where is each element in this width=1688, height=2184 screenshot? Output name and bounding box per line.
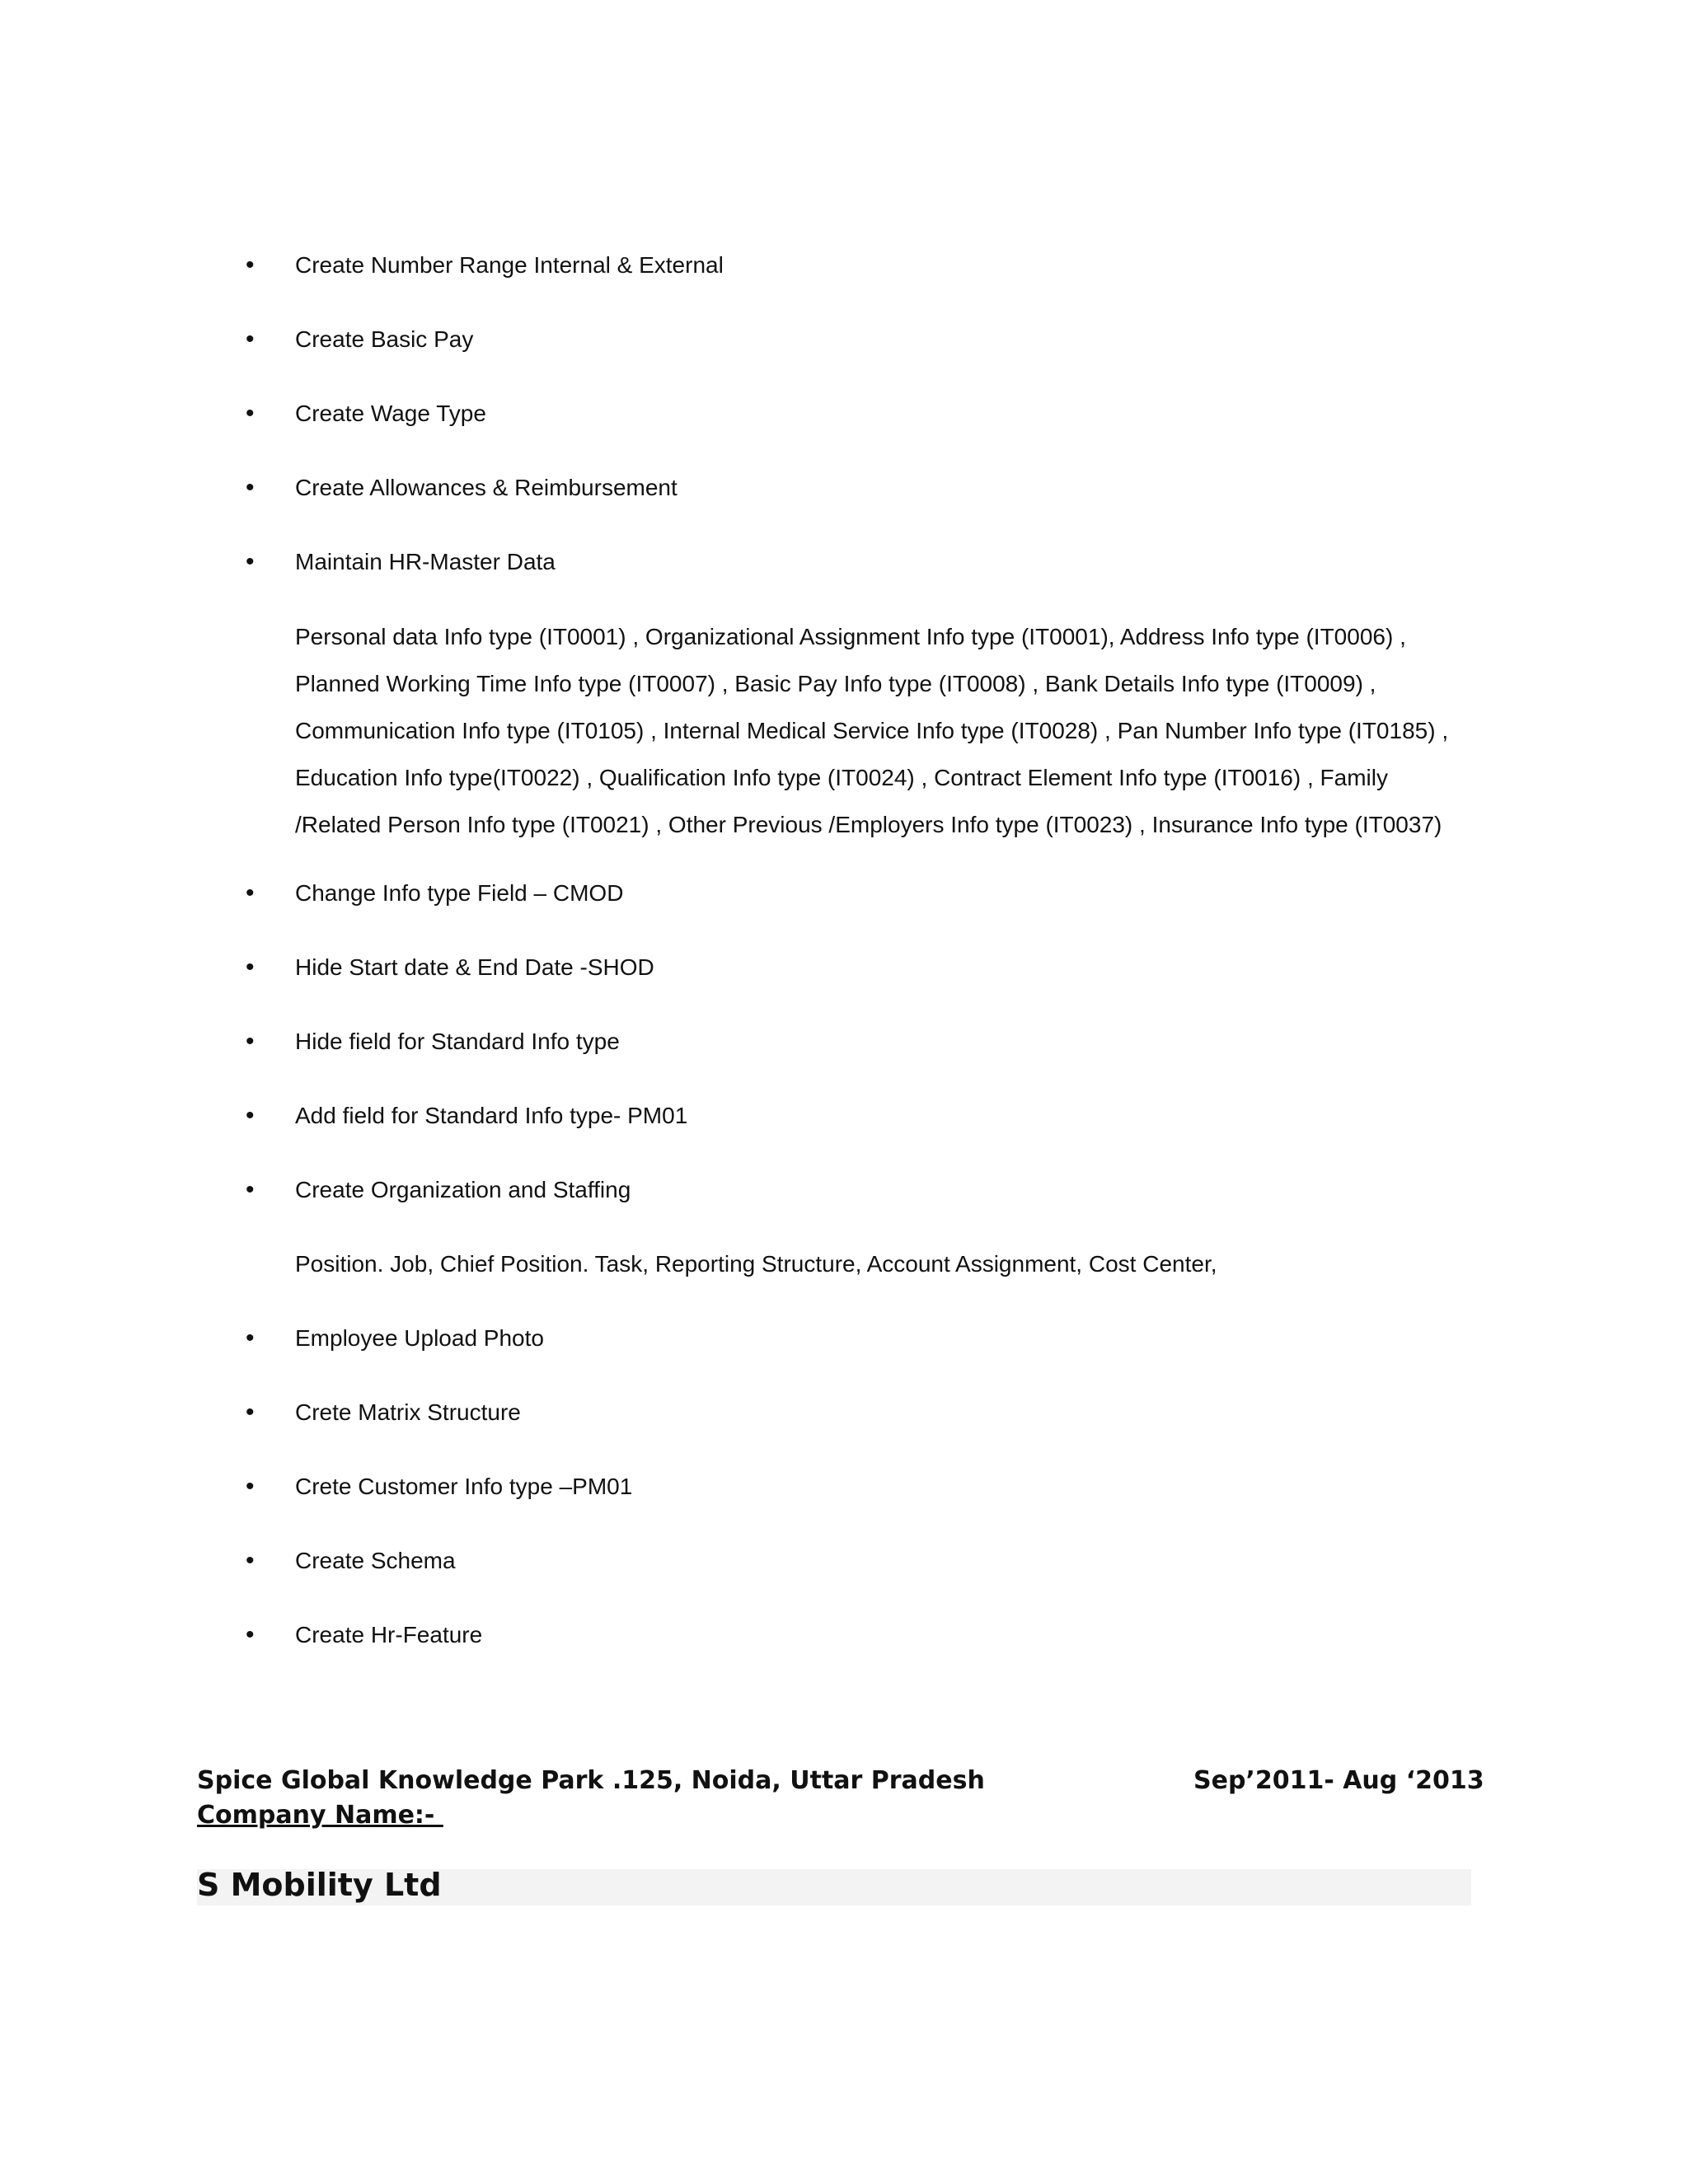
employment-period: Sep’2011- Aug ‘2013 xyxy=(1193,1766,1484,1795)
list-item xyxy=(0,1544,1688,1577)
master-data-line: Personal data Info type (IT0001) , Organizational Assignment Info type (IT0001), Address Info type (IT0006) , xyxy=(295,624,1406,649)
list-item-text: Employee Upload Photo xyxy=(295,1325,544,1351)
list-item xyxy=(0,397,1688,430)
list-item xyxy=(0,323,1688,356)
list-item-text: Create Number Range Internal & External xyxy=(295,252,724,278)
list-item xyxy=(0,249,1688,282)
company-name-label: Company Name:- xyxy=(197,1801,443,1830)
list-item xyxy=(0,1025,1688,1058)
master-data-line: /Related Person Info type (IT0021) , Other Previous /Employers Info type (IT0023) , Insurance Info type (IT0037) xyxy=(295,812,1442,837)
bullet-icon: • xyxy=(246,1547,255,1574)
bullet-icon: • xyxy=(246,1324,255,1352)
bullet-icon: • xyxy=(246,1176,255,1203)
master-data-line: Education Info type(IT0022) , Qualification Info type (IT0024) , Contract Element Info type (IT0016) , Family xyxy=(295,765,1388,790)
master-data-details xyxy=(295,613,1465,848)
bullet-icon: • xyxy=(246,548,255,575)
list-item xyxy=(0,1099,1688,1132)
list-item xyxy=(0,877,1688,910)
list-item-text: Create Hr-Feature xyxy=(295,1622,483,1647)
list-item-text: Create Wage Type xyxy=(295,401,486,426)
bullet-icon: • xyxy=(246,474,255,501)
list-item-text: Change Info type Field – CMOD xyxy=(295,880,624,906)
bullet-icon: • xyxy=(246,1621,255,1648)
organization-details xyxy=(0,1248,1688,1281)
bullet-icon: • xyxy=(246,1102,255,1129)
list-item-text: Crete Customer Info type –PM01 xyxy=(295,1474,633,1499)
bullet-icon: • xyxy=(246,879,255,907)
company-name: S Mobility Ltd xyxy=(197,1867,442,1903)
list-item-text: Create Organization and Staffing xyxy=(295,1177,631,1202)
list-item-text: Create Basic Pay xyxy=(295,326,474,352)
bullet-icon: • xyxy=(246,1399,255,1426)
list-item-text: Create Schema xyxy=(295,1548,456,1573)
list-item-text: Maintain HR-Master Data xyxy=(295,549,556,574)
master-data-line: Planned Working Time Info type (IT0007) , Basic Pay Info type (IT0008) , Bank Details Info type (IT0009) , xyxy=(295,671,1376,696)
bullet-icon: • xyxy=(246,251,255,279)
bullet-icon: • xyxy=(246,1028,255,1055)
list-item xyxy=(0,951,1688,984)
list-item xyxy=(0,471,1688,504)
bullet-icon: • xyxy=(246,1473,255,1500)
list-item-text: Crete Matrix Structure xyxy=(295,1399,521,1425)
list-item-text: Add field for Standard Info type- PM01 xyxy=(295,1103,688,1128)
list-item-text: Create Allowances & Reimbursement xyxy=(295,475,678,500)
list-item xyxy=(0,1396,1688,1429)
list-item xyxy=(0,1174,1688,1207)
list-item xyxy=(0,1322,1688,1355)
bullet-icon: • xyxy=(246,400,255,427)
employment-location: Spice Global Knowledge Park .125, Noida, Uttar Pradesh xyxy=(197,1766,985,1795)
list-item xyxy=(0,1470,1688,1503)
master-data-line: Communication Info type (IT0105) , Internal Medical Service Info type (IT0028) , Pan Number Info type (IT0185) , xyxy=(295,718,1449,743)
list-item xyxy=(0,546,1688,579)
list-item-text: Hide field for Standard Info type xyxy=(295,1029,620,1054)
list-item xyxy=(0,1619,1688,1652)
organization-details-text: Position. Job, Chief Position. Task, Reporting Structure, Account Assignment, Cost Center, xyxy=(295,1251,1217,1277)
bullet-icon: • xyxy=(246,326,255,353)
bullet-icon: • xyxy=(246,954,255,981)
list-item-text: Hide Start date & End Date -SHOD xyxy=(295,954,654,980)
